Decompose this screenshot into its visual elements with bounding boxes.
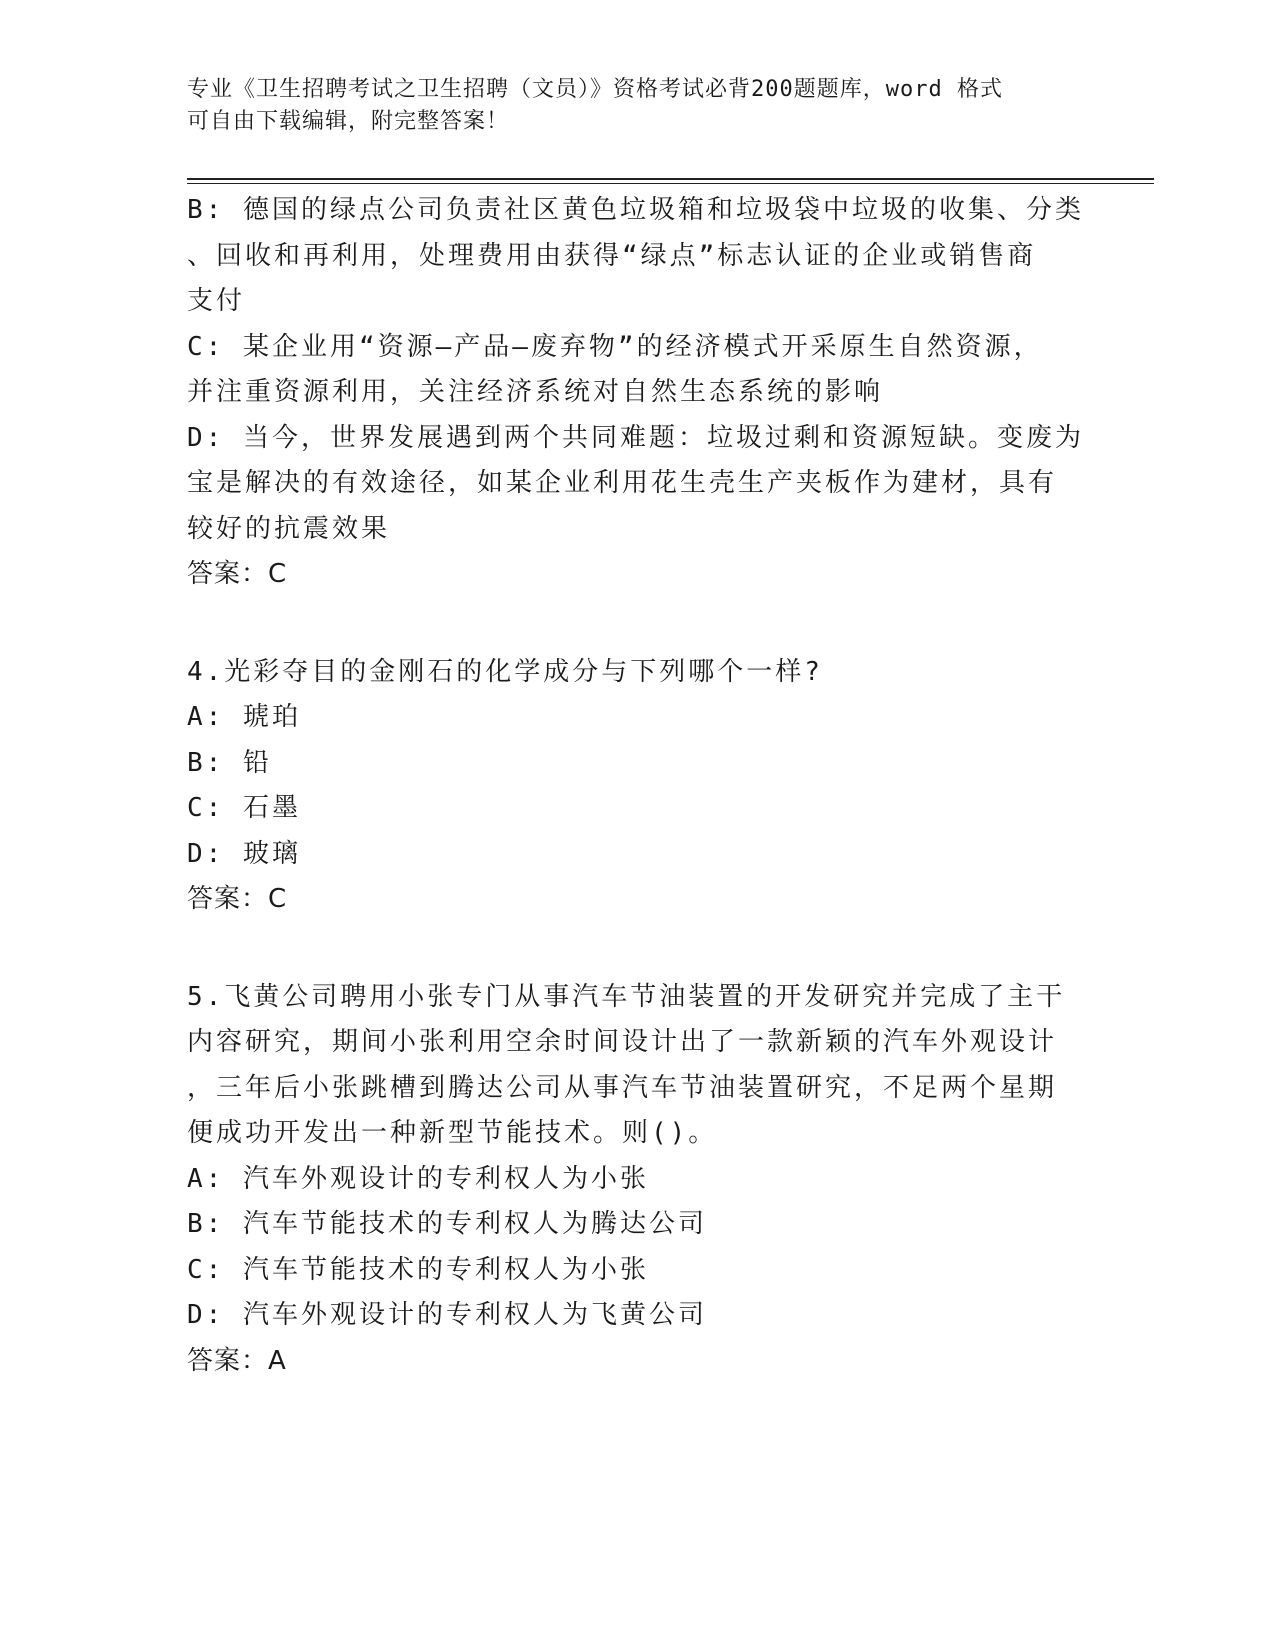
question-5 [187,975,1087,1385]
q3-option-d-line-2: 宝是解决的有效途径，如某企业利用花生壳生产夹板作为建材，具有 [187,468,1058,498]
q3-answer: 答案：C [187,559,288,589]
question-3-continued [187,188,1087,598]
q5-option-b: B: 汽车节能技术的专利权人为腾达公司 [187,1209,707,1239]
q4-option-c: C: 石墨 [187,793,301,823]
q5-stem-line-1: 5.飞黄公司聘用小张专门从事汽车节油装置的开发研究并完成了主干 [187,981,1066,1012]
header-title-line-2: 可自由下载编辑，附完整答案！ [187,109,510,134]
question-spacer [187,598,1087,650]
q3-option-b-line-2: 、回收和再利用，处理费用由获得“绿点”标志认证的企业或销售商 [187,240,1037,271]
q5-answer: 答案：A [187,1345,287,1376]
q3-option-d-line-1: D: 当今，世界发展遇到两个共同难题：垃圾过剩和资源短缺。变废为 [187,422,1084,453]
q5-stem-line-3: ，三年后小张跳槽到腾达公司从事汽车节油装置研究，不足两个星期 [187,1072,1058,1103]
q3-option-b-line-1: B: 德国的绿点公司负责社区黄色垃圾箱和垃圾袋中垃圾的收集、分类 [187,195,1084,225]
q5-option-a: A: 汽车外观设计的专利权人为小张 [187,1163,649,1194]
question-4 [187,650,1087,923]
header-divider [187,178,1154,184]
q3-option-d-line-3: 较好的抗震效果 [187,513,391,544]
q3-option-c-line-1: C: 某企业用“资源—产品—废弃物”的经济模式开采原生自然资源， [187,331,1043,362]
q3-option-b-line-3: 支付 [187,286,246,316]
q5-option-c: C: 汽车节能技术的专利权人为小张 [187,1254,649,1285]
q4-stem: 4.光彩夺目的金刚石的化学成分与下列哪个一样? [187,656,823,687]
document-header [187,74,1067,138]
q4-answer: 答案：C [187,884,288,914]
q3-option-c-line-2: 并注重资源利用，关注经济系统对自然生态系统的影响 [187,377,884,407]
q5-stem-line-2: 内容研究，期间小张利用空余时间设计出了一款新颖的汽车外观设计 [187,1027,1058,1057]
question-spacer [187,923,1087,975]
q4-option-b: B: 铅 [187,747,272,778]
question-content [187,188,1087,1384]
q5-option-d: D: 汽车外观设计的专利权人为飞黄公司 [187,1300,707,1330]
q5-stem-line-4: 便成功开发出一种新型节能技术。则()。 [187,1118,718,1148]
q4-option-a: A: 琥珀 [187,702,301,732]
header-title-line-1: 专业《卫生招聘考试之卫生招聘（文员）》资格考试必背200题题库，word 格式 [187,77,1003,102]
q4-option-d: D: 玻璃 [187,838,301,869]
